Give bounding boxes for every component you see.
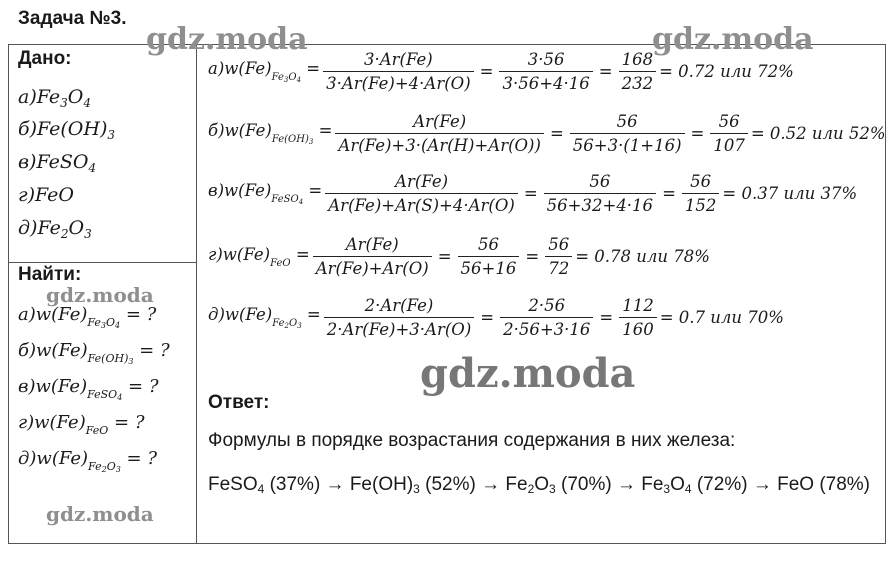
column-divider [196,44,197,544]
formula-fraction: $\frac{Ar(Fe)}{Ar(Fe)+Ar(S)+4\cdot Ar(O)}$ [325,172,518,215]
given-item: в)FeSO$_4$ [18,151,97,175]
given-find-divider [8,262,197,263]
solution-row: $г)w(Fe)_{FeO}$ = $\frac{Ar(Fe)}{Ar(Fe)+Ar(O)}$ = $\frac{56}{56+16}$ = $\frac{56}{72}$ = 0.78 или 78% [208,235,710,278]
find-item: $б)w(Fe)_{Fe(OH)_3}$ = ? [18,340,170,366]
solution-label: $г)w(Fe)_{FeO}$ = [208,244,310,269]
numeric-fraction: $\frac{3\cdot 56}{3\cdot 56+4\cdot 16}$ [499,50,592,93]
answer-formula-sequence: FeSO$_4$ $(37\%) \to Fe(OH)_3$ $(52\%) \to Fe_2O_3$ $(70\%) \to Fe_3O_4$ (72%) → FeO (78%) [208,474,871,496]
numeric-fraction: $\frac{56}{56+32+4\cdot 16}$ [544,172,656,215]
solution-result: = 0.72 или 72% [659,62,794,81]
solution-result: = 0.7 или 70% [659,308,784,327]
result-fraction: $\frac{56}{107}$ [710,112,748,155]
find-heading: Найти: [18,264,82,285]
formula-fraction: $\frac{Ar(Fe)}{Ar(Fe)+3\cdot(Ar(H)+Ar(O))}$ [335,112,544,155]
formula-fraction: $\frac{Ar(Fe)}{Ar(Fe)+Ar(O)}$ [313,235,432,278]
given-item: $д)Fe_2O_3$ [18,217,92,241]
solution-row: $а)w(Fe)_{Fe_3O_4}$ = $\frac{3\cdot Ar(Fe)}{3\cdot Ar(Fe)+4\cdot Ar(O)}$ = $\frac{3\cdot 56}{3\cdot 56+4\cdot 16}$ = $\frac{168}{232}$ = 0.72 или 72% [208,50,794,93]
solution-result: = 0.52 или 52% [750,124,886,143]
solution-result: = 0.37 или 37% [722,184,858,203]
solution-label: $в)w(Fe)_{FeSO_4}$ = [208,181,323,206]
formula-fraction: $\frac{2\cdot Ar(Fe)}{2\cdot Ar(Fe)+3\cdot Ar(O)}$ [324,296,475,339]
task-title: Задача №3. [18,8,127,29]
solution-row: $д)w(Fe)_{Fe_2O_3}$ = $\frac{2\cdot Ar(Fe)}{2\cdot Ar(Fe)+3\cdot Ar(O)}$ = $\frac{2\cdot 56}{2\cdot 56+3\cdot 16}$ = $\frac{112}{160}$ = 0.7 или 70% [208,296,784,339]
watermark: gdz.moda [46,502,154,526]
watermark: gdz.moda [652,22,814,57]
result-fraction: $\frac{168}{232}$ [619,50,657,93]
solution-label: $д)w(Fe)_{Fe_2O_3}$ = [208,305,321,330]
given-item: $б)Fe(OH)_3$ [18,118,116,142]
solution-label: $б)w(Fe)_{Fe(OH)_3}$ = [208,121,333,146]
given-heading: Дано: [18,48,72,69]
find-item: $в)w(Fe)_{FeSO_4}$ = ? [18,376,159,402]
numeric-fraction: $\frac{56}{56+16}$ [458,235,520,278]
watermark: gdz.moda [46,283,154,307]
find-item: $а)w(Fe)_{Fe_3O_4}$ = ? [18,304,157,330]
given-item: г)FeO [18,184,74,206]
watermark: gdz.moda [420,350,636,397]
result-fraction: $\frac{56}{72}$ [545,235,572,278]
numeric-fraction: $\frac{2\cdot 56}{2\cdot 56+3\cdot 16}$ [500,296,593,339]
answer-text: Формулы в порядке возрастания содержания в них железа: [208,430,736,451]
formula-fraction: $\frac{3\cdot Ar(Fe)}{3\cdot Ar(Fe)+4\cdot Ar(O)}$ [323,50,474,93]
solution-label: $а)w(Fe)_{Fe_3O_4}$ = [208,59,321,84]
solution-row: $в)w(Fe)_{FeSO_4}$ = $\frac{Ar(Fe)}{Ar(Fe)+Ar(S)+4\cdot Ar(O)}$ = $\frac{56}{56+32+4\cdot 16}$ = $\frac{56}{152}$ = 0.37 или 37% [208,172,858,215]
solution-row: $б)w(Fe)_{Fe(OH)_3}$ = $\frac{Ar(Fe)}{Ar(Fe)+3\cdot(Ar(H)+Ar(O))}$ = $\frac{56}{56+3\cdot(1+16)}$ = $\frac{56}{107}$ = 0.52 или 52% [208,112,886,155]
result-fraction: $\frac{56}{152}$ [682,172,720,215]
watermark: gdz.moda [146,22,308,57]
answer-heading: Ответ: [208,392,270,413]
numeric-fraction: $\frac{56}{56+3\cdot(1+16)}$ [570,112,685,155]
given-item: $а)Fe_3O_4$ [18,86,91,110]
solution-result: = 0.78 или 78% [575,247,710,266]
find-item: $г)w(Fe)_{FeO}$ = ? [18,412,145,437]
find-item: $д)w(Fe)_{Fe_2O_3}$ = ? [18,448,157,474]
result-fraction: $\frac{112}{160}$ [619,296,657,339]
